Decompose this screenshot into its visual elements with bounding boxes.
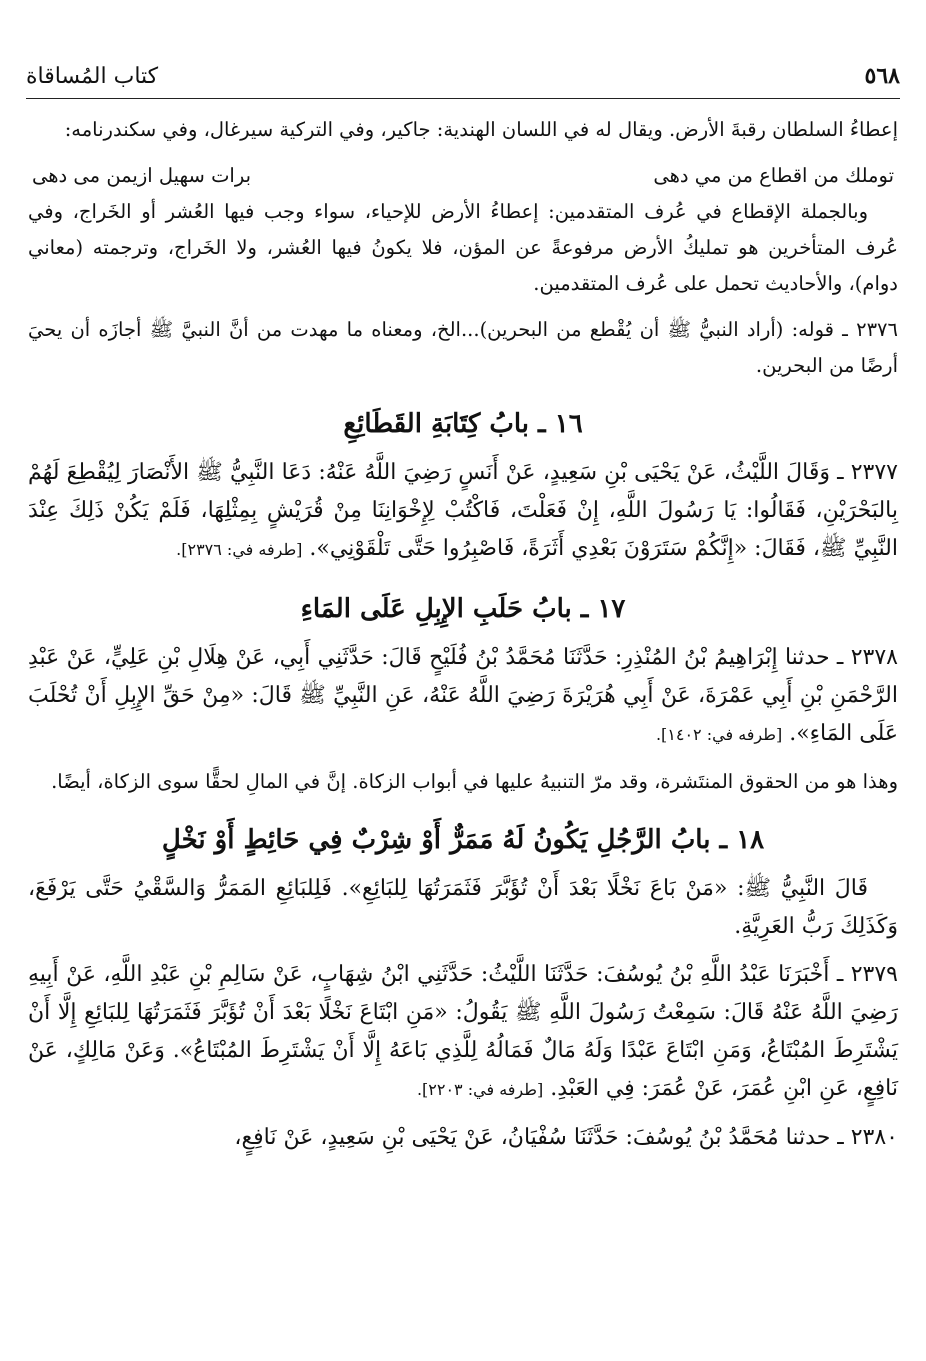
hadith-body: ٢٣٧٧ ـ وَقَالَ اللَّيْثُ، عَنْ يَحْيَى بْنِ سَعِيدٍ، عَنْ أَنَسٍ رَضِيَ اللَّهُ عَنْهُ: دَعَا النَّبِيُّ ﷺ الأَنْصَارَ لِيُقْطِعَ لَهُمْ بِالبَحْرَيْنِ، فَقَالُوا: يَا رَسُولَ اللَّهِ، إِنْ فَعَلْتَ، فَاكْتُبْ لِإِخْوَانِنَا مِنْ قُرَيْشٍ بِمِثْلِهَا، فَلَمْ يَكُنْ ذَلِكَ عِنْدَ النَّبِيِّ ﷺ، فَقَالَ: «إِنَّكُمْ سَتَرَوْنَ بَعْدِي أَثَرَةً، فَاصْبِرُوا حَتَّى تَلْقَوْنِي». bbox=[28, 460, 898, 561]
running-title: كتاب المُساقاة bbox=[26, 63, 159, 89]
hadith-body: ٢٣٧٩ ـ أَخْبَرَنَا عَبْدُ اللَّهِ بْنُ يُوسُفَ: حَدَّثَنَا اللَّيْثُ: حَدَّثَنِي ابْنُ شِهَابٍ، عَنْ سَالِمِ بْنِ عَبْدِ اللَّهِ، عَنْ أَبِيهِ رَضِيَ اللَّهُ عَنْهُ قَالَ: سَمِعْتُ رَسُولَ اللَّهِ ﷺ يَقُولُ: «مَنِ ابْتَاعَ نَخْلًا بَعْدَ أَنْ تُؤَبَّرَ فَثَمَرَتُهَا لِلبَائِعِ إِلَّا أَنْ يَشْتَرِطَ المُبْتَاعُ، وَمَنِ ابْتَاعَ عَبْدًا وَلَهُ مَالٌ فَمَالُهُ لِلَّذِي بَاعَهُ إِلَّا أَنْ يَشْتَرِطَ المُبْتَاعُ». وَعَنْ مَالِكٍ، عَنْ نَافِعٍ، عَنِ ابْنِ عُمَرَ، عَنْ عُمَرَ: فِي العَبْدِ. bbox=[28, 962, 898, 1101]
section-heading: ١٦ ـ بابُ كِتَابَةِ القَطَائِعِ bbox=[343, 409, 583, 439]
hadith-body: ٢٣٧٨ ـ حدثنا إِبْرَاهِيمُ بْنُ المُنْذِرِ: حَدَّثَنَا مُحَمَّدُ بْنُ فُلَيْحٍ قَالَ: حَدَّثَنِي أَبِي، عَنْ هِلَالِ بْنِ عَلِيٍّ، عَنْ عَبْدِ الرَّحْمَنِ بْنِ أَبِي عَمْرَةَ، عَنْ أَبِي هُرَيْرَةَ رَضِيَ اللَّهُ عَنْهُ، عَنِ النَّبِيِّ ﷺ قَالَ: «مِنْ حَقِّ الإِبِلِ أَنْ تُحْلَبَ عَلَى المَاءِ». bbox=[28, 645, 898, 746]
poem-hemistich-right: توملك من اقطاع من مي دهى bbox=[653, 164, 894, 187]
poem-hemistich-left: برات سهيل ازيمن مى دهى bbox=[32, 164, 252, 187]
poem-verse bbox=[28, 158, 898, 194]
commentary-paragraph: وبالجملة الإقطاع في عُرف المتقدمين: إعطاءُ الأرض للإحياء، سواء وجب فيها العُشر أو الخَراج، وفي عُرف المتأخرين هو تمليكُ الأرض مرفوعةً عن المؤن، فلا يكونُ فيها العُشر، ولا الخَراج، وترجمته (معاني دوام)، والأحاديث تحمل على عُرف المتقدمين. bbox=[28, 200, 898, 295]
section-heading: ١٧ ـ بابُ حَلَبِ الإِبِلِ عَلَى المَاءِ bbox=[300, 594, 626, 624]
page-number: ٥٦٨ bbox=[864, 63, 900, 89]
cross-reference: [طرفه في: ٢٣٧٦]. bbox=[176, 540, 303, 559]
cross-reference: [طرفه في: ٢٢٠٣]. bbox=[416, 1080, 544, 1099]
cross-reference: [طرفه في: ١٤٠٢]. bbox=[655, 725, 783, 744]
page-body bbox=[28, 112, 898, 1157]
commentary-paragraph: ٢٣٧٦ ـ قوله: (أراد النبيُّ ﷺ أن يُقْطع من البحرين)...الخ، ومعناه ما مهدت من أنَّ النبيَّ ﷺ أجازَه أن يحيَ أرضًا من البحرين. bbox=[28, 318, 898, 377]
section-heading: ١٨ ـ بابُ الرَّجُلِ يَكُونُ لَهُ مَمَرٌّ أَوْ شِرْبٌ فِي حَائِطٍ أَوْ نَخْلٍ bbox=[161, 825, 765, 855]
hadith-text bbox=[28, 639, 898, 754]
hadith-text: قَالَ النَّبِيُّ ﷺ: «مَنْ بَاعَ نَخْلًا بَعْدَ أَنْ تُؤَبَّرَ فَثَمَرَتُهَا لِلبَائِعِ». فَلِلبَائِعِ المَمَرُّ وَالسَّقْيُ حَتَّى يَرْفَعَ، وَكَذَلِكَ رَبُّ العَرِيَّةِ. bbox=[28, 876, 898, 939]
commentary-paragraph: إعطاءُ السلطان رقبةَ الأرض. ويقال له في اللسان الهندية: جاكير، وفي التركية سيرغال، وفي سكندرنامه: bbox=[64, 118, 898, 141]
hadith-text bbox=[28, 956, 898, 1109]
hadith-text bbox=[28, 454, 898, 569]
commentary-paragraph: وهذا هو من الحقوق المنتَشرة، وقد مرّ التنبيهُ عليها في أبواب الزكاة. إنَّ في المالِ لحقًّا سوى الزكاة، أيضًا. bbox=[51, 770, 898, 793]
page-header bbox=[26, 54, 900, 99]
hadith-text: ٢٣٨٠ ـ حدثنا مُحَمَّدُ بْنُ يُوسُفَ: حَدَّثَنَا سُفْيَانُ، عَنْ يَحْيَى بْنِ سَعِيدٍ، عَنْ نَافِعٍ، bbox=[234, 1125, 898, 1150]
